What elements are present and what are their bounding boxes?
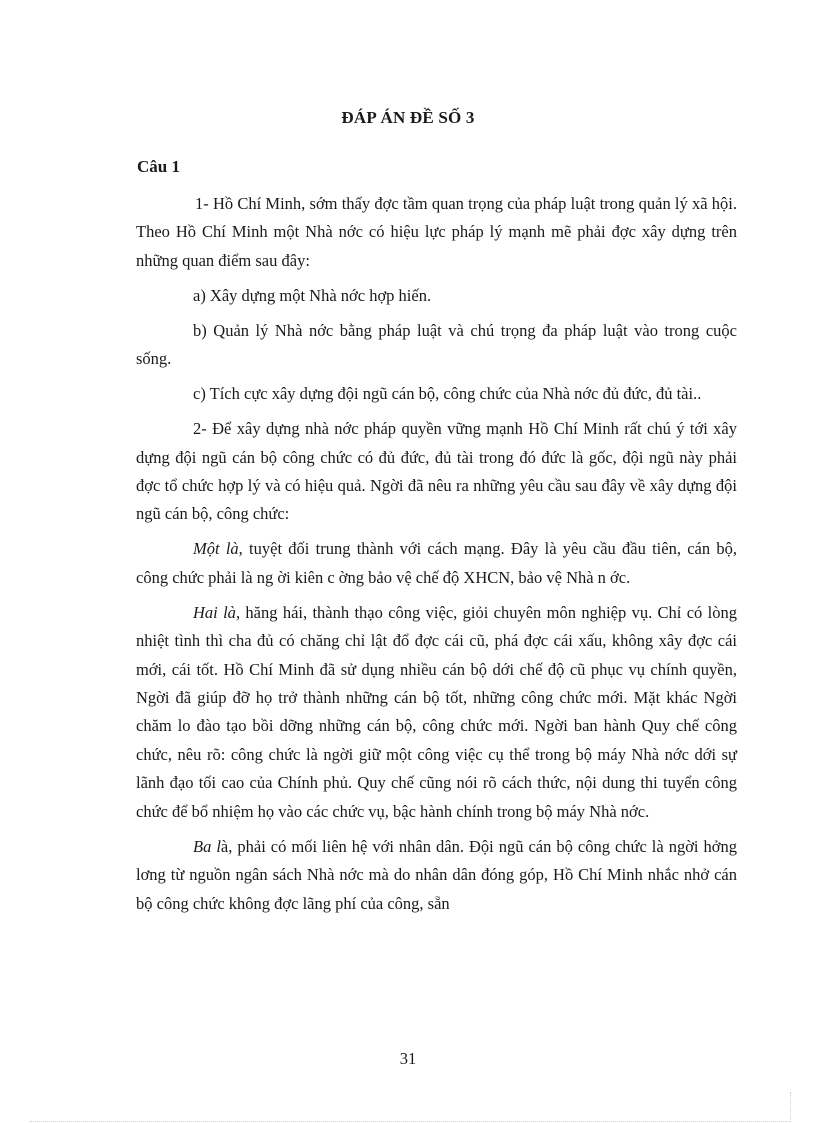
paragraph-point-a: a) Xây dựng một Nhà nớc hợp hiến. <box>193 285 432 305</box>
page-number: 31 <box>399 1049 417 1068</box>
second-requirement-lead: Hai là <box>193 602 236 622</box>
page-margin-divider <box>790 1092 791 1122</box>
first-requirement-lead: Một là <box>193 539 239 559</box>
question-heading: Câu 1 <box>137 157 180 176</box>
paragraph-intro: 1- Hồ Chí Minh, sớm thấy đợc tầm quan trọng của pháp luật trong quản lý xã hội. Theo Hồ Chí Minh một Nhà nớc có hiệu lực pháp lý mạnh mẽ phải đợc xây dựng trên những quan điểm sau đây: <box>136 194 737 270</box>
paragraph-third-requirement <box>136 833 737 918</box>
paragraph-point-b: b) Quản lý Nhà nớc bằng pháp luật và chú trọng đa pháp luật vào trong cuộc sống. <box>136 320 737 369</box>
paragraph-first-requirement <box>136 535 737 592</box>
third-requirement-lead: Ba l <box>193 836 221 856</box>
document-title: ĐÁP ÁN ĐỀ SỐ 3 <box>341 108 475 127</box>
paragraph-second-requirement <box>136 599 737 826</box>
answer-body <box>136 190 737 925</box>
second-requirement-text: , hăng hái, thành thạo công việc, giỏi chuyên môn nghiệp vụ. Chỉ có lòng nhiệt tình thì cha đủ có chăng chỉ lật đổ đợc cái cũ, phá đợc cái xấu, không xây đợc cái mới, cái tốt. Hồ Chí Minh đã sử dụng nhiều cán bộ dới chế độ cũ phục vụ chính quyền, Ngời đã giúp đỡ họ trở thành những cán bộ tốt, những công chức mới. Mặt khác Ngời chăm lo đào tạo bồi dỡng những cán bộ, công chức mới. Ngời ban hành Quy chế công chức, nêu rõ: công chức là ngời giữ một công việc cụ thể trong bộ máy Nhà nớc dới sự lãnh đạo tối cao của Chính phủ. Quy chế cũng nói rõ cách thức, nội dung thi tuyển công chức để bổ nhiệm họ vào các chức vụ, bậc hành chính trong bộ máy Nhà nớc. <box>136 602 737 821</box>
page-bottom-divider <box>30 1121 790 1122</box>
first-requirement-text: , tuyệt đối trung thành với cách mạng. Đây là yêu cầu đầu tiên, cán bộ, công chức phải là ng ời kiên c ờng bảo vệ chế độ XHCN, bảo vệ Nhà n ớc. <box>136 539 737 587</box>
paragraph-section-2: 2- Để xây dựng nhà nớc pháp quyền vững mạnh Hồ Chí Minh rất chú ý tới xây dựng đội ngũ cán bộ công chức có đủ đức, đủ tài trong đó đức là gốc, đội ngũ này phải đợc tổ chức hợp lý và có hiệu quả. Ngời đã nêu ra những yêu cầu sau đây về xây dựng đội ngũ cán bộ, công chức: <box>136 419 737 524</box>
third-requirement-text: à, phải có mối liên hệ với nhân dân. Đội ngũ cán bộ công chức là ngời hởng lơng từ nguồn ngân sách Nhà nớc mà do nhân dân đóng góp, Hồ Chí Minh nhắc nhở cán bộ công chức không đợc lãng phí của công, sẵn <box>136 836 737 913</box>
paragraph-point-c: c) Tích cực xây dựng đội ngũ cán bộ, công chức của Nhà nớc đủ đức, đủ tài.. <box>193 384 702 404</box>
